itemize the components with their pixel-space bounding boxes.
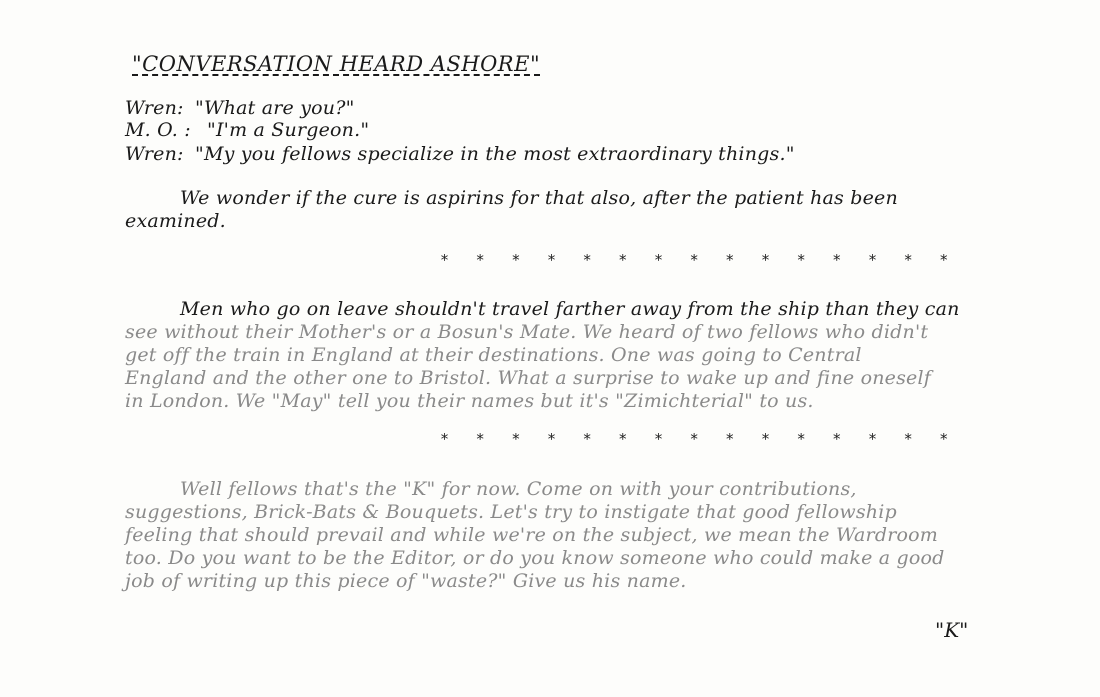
paragraph-line: too. Do you want to be the Editor, or do you know someone who could make a good	[125, 547, 945, 569]
section-separator: * * * * * * * * * * * * * * *	[440, 251, 958, 269]
paragraph-line: Well fellows that's the "K" for now. Come on with your contributions,	[180, 478, 857, 500]
paragraph-line: see without their Mother's or a Bosun's Mate. We heard of two fellows who didn't	[125, 321, 929, 343]
signature: "K"	[935, 618, 969, 642]
section-separator: * * * * * * * * * * * * * * *	[440, 430, 958, 448]
article-title: "CONVERSATION HEARD ASHORE"	[132, 52, 541, 76]
dialogue-line	[125, 97, 355, 119]
paragraph-line: job of writing up this piece of "waste?" Give us his name.	[125, 570, 687, 592]
paragraph-line: Men who go on leave shouldn't travel farther away from the ship than they can	[180, 298, 960, 320]
dialogue-speaker: Wren:	[125, 97, 184, 119]
dialogue-text: "My you fellows specialize in the most extraordinary things."	[195, 143, 795, 165]
dialogue-line	[125, 119, 369, 141]
dialogue-line	[125, 143, 795, 165]
paragraph-line: examined.	[125, 210, 226, 232]
paragraph-line: feeling that should prevail and while we're on the subject, we mean the Wardroom	[125, 524, 938, 546]
paragraph-line: suggestions, Brick-Bats & Bouquets. Let's try to instigate that good fellowship	[125, 501, 897, 523]
dialogue-speaker: M. O. :	[125, 119, 191, 141]
paragraph-line: in London. We "May" tell you their names but it's "Zimichterial" to us.	[125, 390, 814, 412]
dialogue-speaker: Wren:	[125, 143, 184, 165]
paragraph-line: England and the other one to Bristol. What a surprise to wake up and fine oneself	[125, 367, 932, 389]
paragraph-line: get off the train in England at their destinations. One was going to Central	[125, 344, 862, 366]
dialogue-text: "I'm a Surgeon."	[207, 119, 370, 141]
dialogue-text: "What are you?"	[195, 97, 355, 119]
paragraph-line: We wonder if the cure is aspirins for that also, after the patient has been	[180, 187, 898, 209]
